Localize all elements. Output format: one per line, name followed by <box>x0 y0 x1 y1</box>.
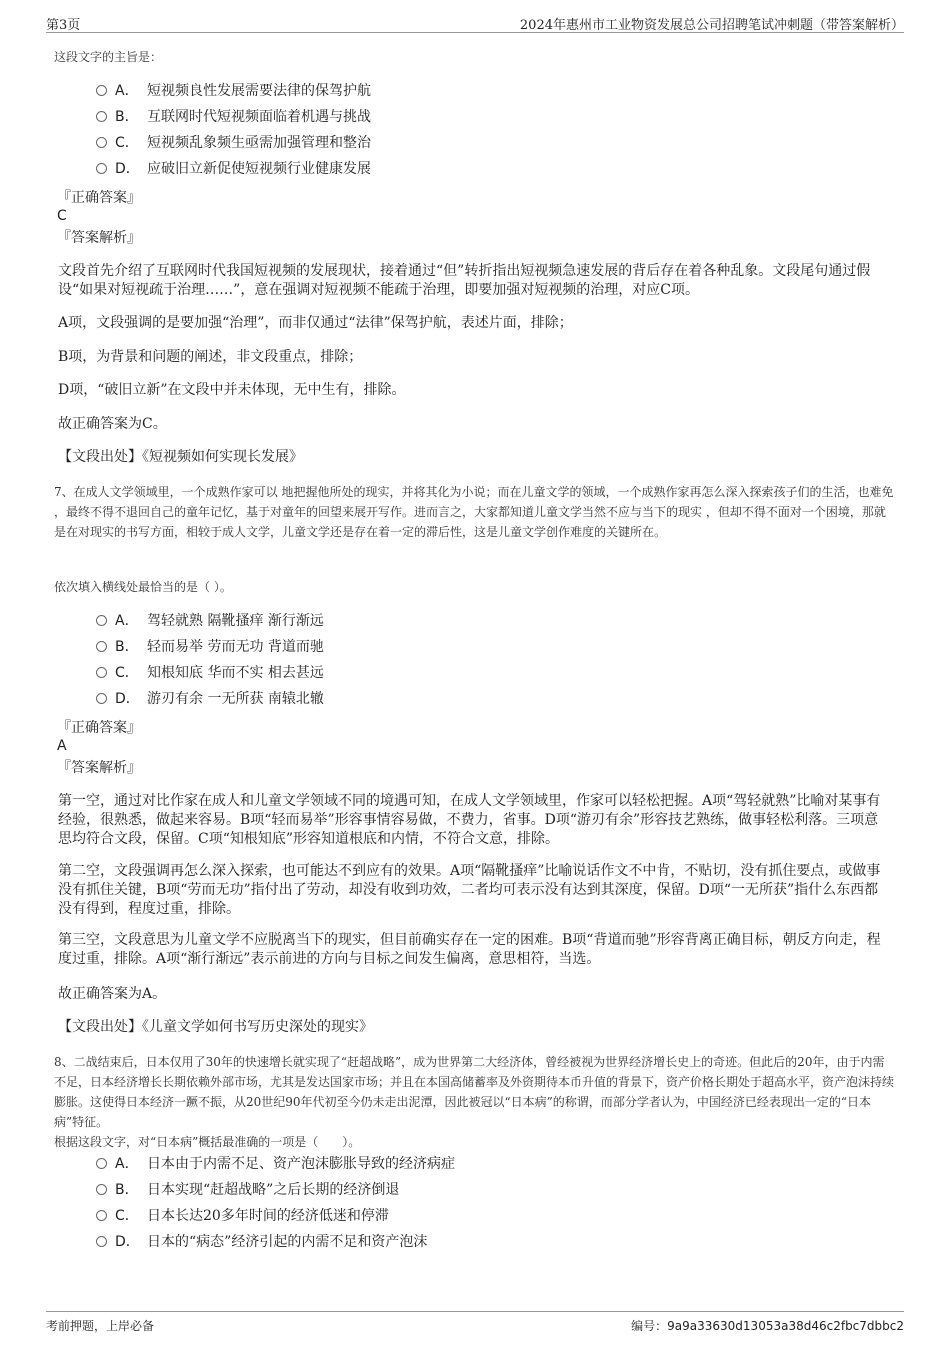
document-id: 编号：9a9a33630d13053a38d46c2fbc7dbbc2 <box>631 1319 904 1333</box>
q6-analysis-para: A项，文段强调的是要加强“治理”，而非仅通过“法律”保驾护航，表述片面，排除； <box>58 315 573 331</box>
q8-prompt: 根据这段文字，对“日本病”概括最准确的一项是（ ）。 <box>54 1135 361 1149</box>
q7-answer: A <box>57 738 67 754</box>
q6-analysis-para: 文段首先介绍了互联网时代我国短视频的发展现状，接着通过“但”转折指出短视频急速发展的背后存在着各种乱象。文段尾句通过假设“如果对短视疏于治理……”，意在强调对短视频不能疏于治理，即要加强对短视频的治理，对应C项。 <box>58 263 871 298</box>
q6-option-b[interactable]: B． 互联网时代短视频面临着机遇与挑战 <box>96 107 371 127</box>
q6-answer: C <box>57 208 67 224</box>
radio-icon[interactable] <box>96 693 107 704</box>
radio-icon[interactable] <box>96 111 107 122</box>
radio-icon[interactable] <box>96 1210 107 1221</box>
page-footer <box>46 1311 904 1336</box>
q7-analysis-para: 第二空，文段强调再怎么深入探索，也可能达不到应有的效果。A项“隔靴搔痒”比喻说话作文不中肯，不贴切，没有抓住要点，或做事没有抓住关键，B项“劳而无功”指付出了劳动，却没有收到功效，二者均可表示没有达到其深度，保留。D项“一无所获”指什么东西都没有得到，程度过重，排除。 <box>58 863 881 917</box>
q7-answer-label: 『正确答案』 <box>57 720 141 736</box>
q7-source: 【文段出处】《儿童文学如何书写历史深处的现实》 <box>58 1019 373 1035</box>
q6-source: 【文段出处】《短视频如何实现长发展》 <box>58 449 303 465</box>
q8-stem: 8、二战结束后，日本仅用了30年的快速增长就实现了“赶超战略”，成为世界第二大经济体，曾经被视为世界经济增长史上的奇迹。但此后的20年，由于内需不足，日本经济增长长期依赖外部市场，尤其是发达国家市场；并且在本国高储蓄率及外资期待本币升值的背景下，资产价格长期处于超高水平，资产泡沫持续膨胀。这使得日本经济一蹶不振，从20世纪90年代初至今仍未走出泥潭，因此被冠以“日本病”的称谓，而部分学者认为，中国经济已经表现出一定的“日本病”特征。 <box>54 1055 895 1129</box>
document-title: 2024年惠州市工业物资发展总公司招聘笔试冲刺题（带答案解析） <box>519 18 904 33</box>
footer-slogan: 考前押题，上岸必备 <box>46 1319 155 1333</box>
radio-icon[interactable] <box>96 1236 107 1247</box>
q7-stem: 7、在成人文学领域里，一个成熟作家可以 地把握他所处的现实，并将其化为小说；而在儿童文学的领域，一个成熟作家再怎么深入探索孩子们的生活，也难免 ，最终不得不退回自己的童年记忆，基于对童年的回望来展开写作。进而言之，大家都知道儿童文学当然不应与当下的现实 ，但却不得不面对一个困境，那就是在对现实的书写方面，相较于成人文学，儿童文学还是存在着一定的滞后性，这是儿童文学创作难度的关键所在。 <box>54 485 894 539</box>
q7-option-d[interactable]: D． 游刃有余 一无所获 南辕北辙 <box>96 689 324 709</box>
q7-option-b[interactable]: B． 轻而易举 劳而无功 背道而驰 <box>96 637 324 657</box>
q7-analysis-conclusion: 故正确答案为A。 <box>58 986 167 1002</box>
q8-option-d[interactable]: D． 日本的“病态”经济引起的内需不足和资产泡沫 <box>96 1232 427 1252</box>
q6-analysis-label: 『答案解析』 <box>57 230 141 246</box>
q6-prompt: 这段文字的主旨是： <box>54 50 163 64</box>
q6-analysis-para: D项，“破旧立新”在文段中并未体现，无中生有，排除。 <box>58 382 406 398</box>
radio-icon[interactable] <box>96 137 107 148</box>
page-number: 第3页 <box>46 18 81 33</box>
page-header <box>46 12 904 33</box>
q7-analysis-label: 『答案解析』 <box>57 760 141 776</box>
q8-option-a[interactable]: A． 日本由于内需不足、资产泡沫膨胀导致的经济病症 <box>96 1154 455 1174</box>
q6-option-c[interactable]: C． 短视频乱象频生亟需加强管理和整治 <box>96 133 371 153</box>
q6-option-a[interactable]: A． 短视频良性发展需要法律的保驾护航 <box>96 81 371 101</box>
q6-answer-label: 『正确答案』 <box>57 190 141 206</box>
radio-icon[interactable] <box>96 163 107 174</box>
q6-analysis-para: B项，为背景和问题的阐述，非文段重点，排除； <box>58 349 363 365</box>
radio-icon[interactable] <box>96 1158 107 1169</box>
q6-analysis-conclusion: 故正确答案为C。 <box>58 416 167 432</box>
q7-prompt: 依次填入横线处最恰当的是（ ）。 <box>54 580 232 594</box>
q8-option-c[interactable]: C． 日本长达20多年时间的经济低迷和停滞 <box>96 1206 389 1226</box>
q7-analysis-para: 第一空，通过对比作家在成人和儿童文学领域不同的境遇可知，在成人文学领域里，作家可以轻松把握。A项“驾轻就熟”比喻对某事有经验，很熟悉，做起来容易。B项“轻而易举”形容事情容易做，不费力，省事。D项“游刃有余”形容技艺熟练，做事轻松利落。三项意思均符合文段，保留。C项“知根知底”形容知道根底和内情，不符合文意，排除。 <box>58 793 881 847</box>
q8-option-b[interactable]: B． 日本实现“赶超战略”之后长期的经济倒退 <box>96 1180 399 1200</box>
q7-option-a[interactable]: A． 驾轻就熟 隔靴搔痒 渐行渐远 <box>96 611 324 631</box>
q7-option-c[interactable]: C． 知根知底 华而不实 相去甚远 <box>96 663 324 683</box>
q6-option-d[interactable]: D． 应破旧立新促使短视频行业健康发展 <box>96 159 371 179</box>
radio-icon[interactable] <box>96 1184 107 1195</box>
radio-icon[interactable] <box>96 85 107 96</box>
radio-icon[interactable] <box>96 615 107 626</box>
radio-icon[interactable] <box>96 641 107 652</box>
q7-analysis-para: 第三空，文段意思为儿童文学不应脱离当下的现实，但目前确实存在一定的困难。B项“背道而驰”形容背离正确目标，朝反方向走，程度过重，排除。A项“渐行渐远”表示前进的方向与目标之间发生偏离，意思相符，当选。 <box>58 932 881 967</box>
radio-icon[interactable] <box>96 667 107 678</box>
